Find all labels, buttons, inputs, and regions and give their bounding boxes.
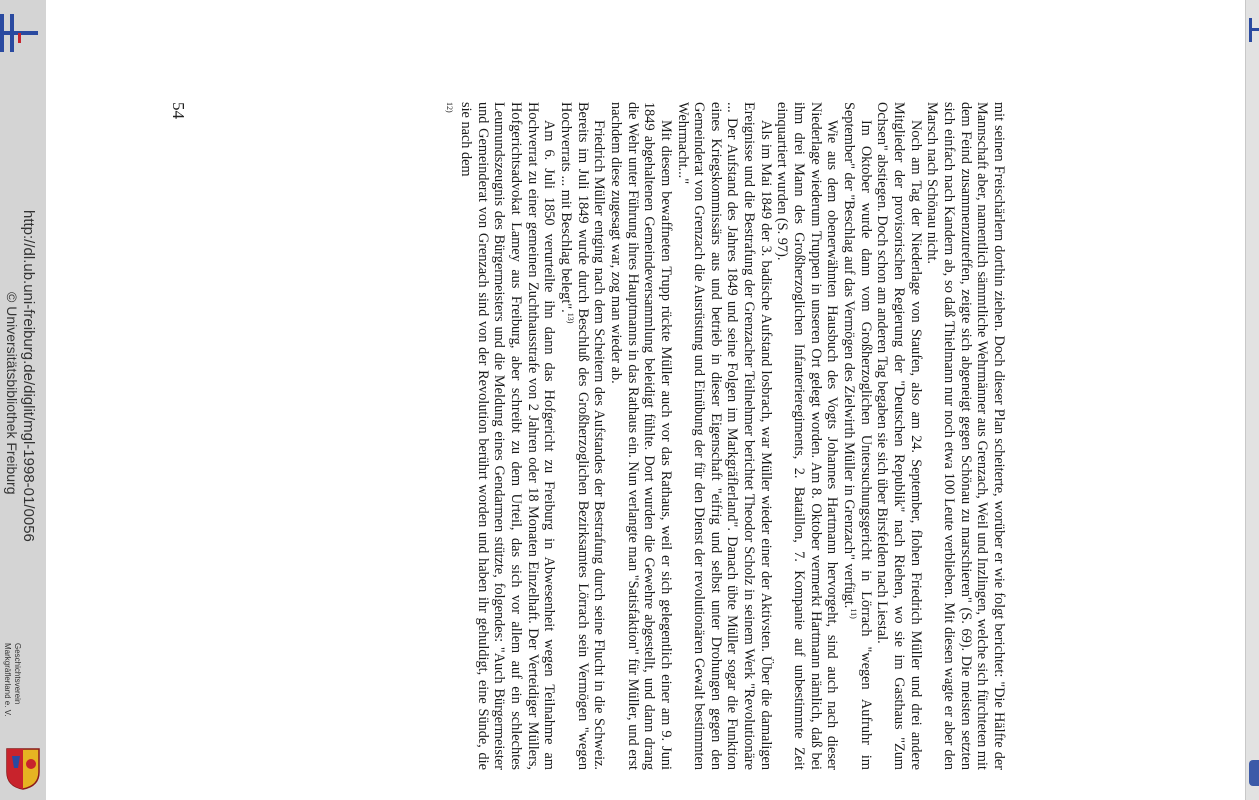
coat-of-arms-icon (6, 748, 40, 790)
paragraph: Als im Mai 1849 der 3. badische Aufstand losbrach, war Müller wieder einer der Aktivsten. Über die damaligen Ereignisse und die Bestrafung der Grenzacher Teilnehmer berichtet Theodor Scholz in seinem Werk "Revolutionäre ... Der Aufstand des Jahres 1849 und seine Folgen im Markgräflerland". Danach übte Müller sogar die Funktion eines Kriegskommissärs aus und betrieb in dieser Eigenschaft "eifrig und selbst unter Drohungen gegen den Gemeinderat von Grenzach die Ausrüstung und Einübung der für den Dienst der revolutionären Gewalt bestimmten Wehrmacht..." (674, 102, 774, 770)
paragraph (840, 102, 873, 770)
footnote-ref-hidden: 12) (445, 102, 455, 113)
paragraph: Mit diesem bewaffneten Trupp rückte Müller auch vor das Rathaus, weil er sich gelegentlich einer am 9. Juni 1849 abgehaltenen Gemeindeversammlung beleidigt fühlte. Dort wurden die Gewehre abgestellt, und dann drang die Wehr unter Führung ihres Hauptmanns in das Rathaus ein. Nun verlangte man "Satisfaktion" für Müller, und erst nachdem diese zugesagt war, zog man wieder ab. (607, 102, 674, 770)
footer-copyright: © Universitätsbibliothek Freiburg (4, 292, 20, 495)
page-body-text (437, 102, 1007, 770)
footnote-ref: 13) (565, 312, 575, 324)
paragraph: mit seinen Freischärlern dorthin ziehen. Doch dieser Plan scheiterte, worüber er wie folgt berichtet: "Die Hälfte der Mannschaft aber, namentlich sämmtliche Wehrmänner aus Grenzach, Weil und Inzlingen, welche sich fürchteten mit dem Feind zusammenzutreffen, zeigte sich abgeneigt gegen Schönau zu marschieren" (S. 69). Die meisten setzten sich einfach nach Kandern ab, so daß Thielmann nur noch etwa 100 Leute verblieben. Mit diesen wagte er aber den Marsch nach Schönau nicht. (924, 102, 1007, 770)
page-number: 54 (169, 102, 188, 119)
viewer-edge-logo-icon (1247, 18, 1259, 42)
paragraph: Noch am Tag der Niederlage von Staufen, also am 24. September, flohen Friedrich Müller und drei andere Mitglieder der provisorischen Regierung der "Deutschen Republik" nach Riehen, wo sie im Gasthaus "Zum Ochsen" abstiegen. Doch schon am anderen Tag begaben sie sich über Birsfelden nach Liestal. (874, 102, 924, 770)
verein-line-2: Markgräflerland e. V. (3, 643, 12, 717)
footer-verein-name (2, 643, 22, 717)
paragraph-text: Im Oktober wurde dann vom Großherzoglichen Untersuchungsgericht in Lörrach "wegen Aufruhr im September" der "Beschlag auf das Vermögen des Zielwirth Müller in Grenzach" verfügt. (841, 102, 874, 770)
paragraph: Wie aus dem obenerwähnten Hausbuch des Vogts Johannes Hartmann hervorgeht, sind auch nach dieser Niederlage wiederum Truppen in unseren Ort gelegt worden. Am 8. Oktober vermerkt Hartmann nämlich, daß bei ihm drei Mann des Großherzoglichen Infanterieregiments, 2. Bataillon, 7. Kompanie auf unbestimmte Zeit einquartiert wurden (S. 97). (774, 102, 841, 770)
footer-url[interactable]: http://dl.ub.uni-freiburg.de/diglit/mgl-1998-01/0056 (20, 210, 37, 542)
footnote-ref: 11) (848, 608, 858, 619)
unifreiburg-logo-icon (0, 14, 38, 52)
paragraph-text: Friedrich Müller entging nach dem Scheitern des Aufstandes der Bestrafung durch seine Flucht in die Schweiz. Bereits im Juli 1849 wurde durch Beschluß des Großherzoglichen Bezirksamtes Lörrach sein Vermögen "wegen Hochverrats ... mit Beschlag belegt". (557, 102, 608, 770)
viewer-edge-badge[interactable] (1249, 760, 1259, 786)
viewer-right-strip (1245, 0, 1259, 800)
verein-line-1: Geschichtsverein (13, 643, 22, 705)
paragraph: Am 6. Juli 1850 verurteilte ihn dann das Hofgericht zu Freiburg in Abwesenheit wegen Teilnahme am Hochverrat zu einer gemeinen Zuchthausstrafe von 2 Jahren oder 18 Monaten Einzelhaft. Der Verteidiger Müllers, Hofgerichtsadvokat Lamey aus Freiburg, aber schreibt zu dem Urteil, das sich vor allem auf ein schlechtes Leumundszeugnis des Bürgermeisters und die Meldung eines Gendarmen stützte, folgendes: "Auch Bürgermeister und Gemeinderat von Grenzach sind von der Revolution berührt worden und haben ihr gehuldigt, eine Sünde, die sie nach dem (458, 102, 558, 770)
paragraph (557, 102, 607, 770)
